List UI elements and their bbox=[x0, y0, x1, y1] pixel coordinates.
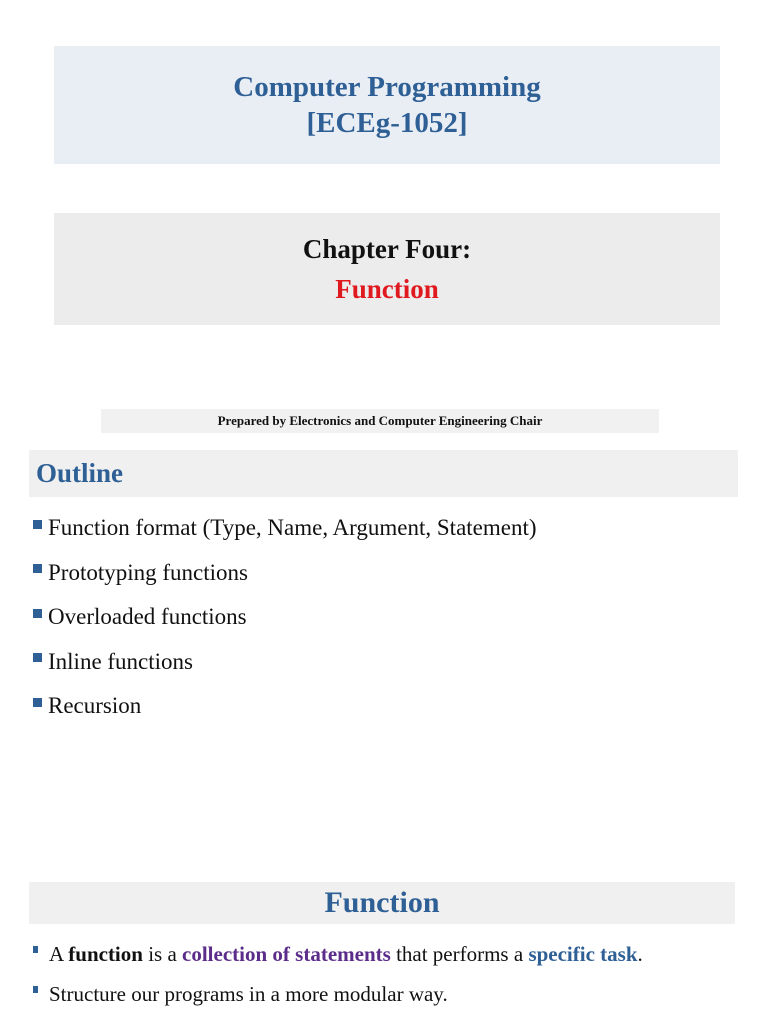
chapter-label: Chapter Four: bbox=[302, 234, 472, 264]
outline-list bbox=[33, 506, 537, 729]
square-bullet-icon bbox=[33, 520, 42, 529]
text-segment: A bbox=[49, 941, 69, 966]
definition-text bbox=[49, 942, 643, 967]
function-definition-bullet bbox=[33, 934, 643, 974]
emphasis-collection: collection of statements bbox=[182, 941, 391, 966]
outline-item-text: Overloaded functions bbox=[48, 604, 247, 630]
course-title-box bbox=[54, 46, 720, 164]
term-function: function bbox=[68, 941, 143, 966]
square-bullet-icon bbox=[33, 564, 42, 573]
emphasis-task: specific task bbox=[528, 941, 638, 966]
outline-item-text: Inline functions bbox=[48, 648, 193, 674]
function-bullet-list bbox=[33, 934, 643, 1014]
prepared-by-note: Prepared by Electronics and Computer Engineering Chair bbox=[101, 409, 659, 433]
function-heading: Function bbox=[324, 886, 440, 919]
text-segment: . bbox=[637, 941, 643, 966]
square-bullet-icon bbox=[33, 653, 42, 662]
outline-item bbox=[33, 506, 537, 551]
modular-text: Structure our programs in a more modular way. bbox=[49, 981, 448, 1006]
chapter-topic: Function bbox=[335, 274, 439, 304]
chapter-box bbox=[54, 213, 720, 325]
outline-item bbox=[33, 551, 537, 596]
outline-item bbox=[33, 640, 537, 685]
outline-heading: Outline bbox=[36, 458, 124, 488]
course-title: Computer Programming bbox=[233, 71, 541, 103]
outline-item-text: Function format (Type, Name, Argument, Statement) bbox=[48, 515, 537, 541]
bullet-icon bbox=[33, 946, 38, 953]
outline-item-text: Prototyping functions bbox=[48, 559, 248, 585]
outline-item bbox=[33, 595, 537, 640]
square-bullet-icon bbox=[33, 698, 42, 707]
function-heading-bar bbox=[29, 882, 735, 924]
bullet-icon bbox=[33, 986, 38, 993]
square-bullet-icon bbox=[33, 609, 42, 618]
course-code: [ECEg-1052] bbox=[306, 107, 468, 139]
function-modular-bullet bbox=[33, 974, 643, 1014]
text-segment: is a bbox=[142, 941, 183, 966]
outline-item bbox=[33, 684, 537, 729]
text-segment: that performs a bbox=[390, 941, 529, 966]
outline-item-text: Recursion bbox=[48, 693, 142, 719]
outline-heading-bar bbox=[29, 450, 738, 497]
